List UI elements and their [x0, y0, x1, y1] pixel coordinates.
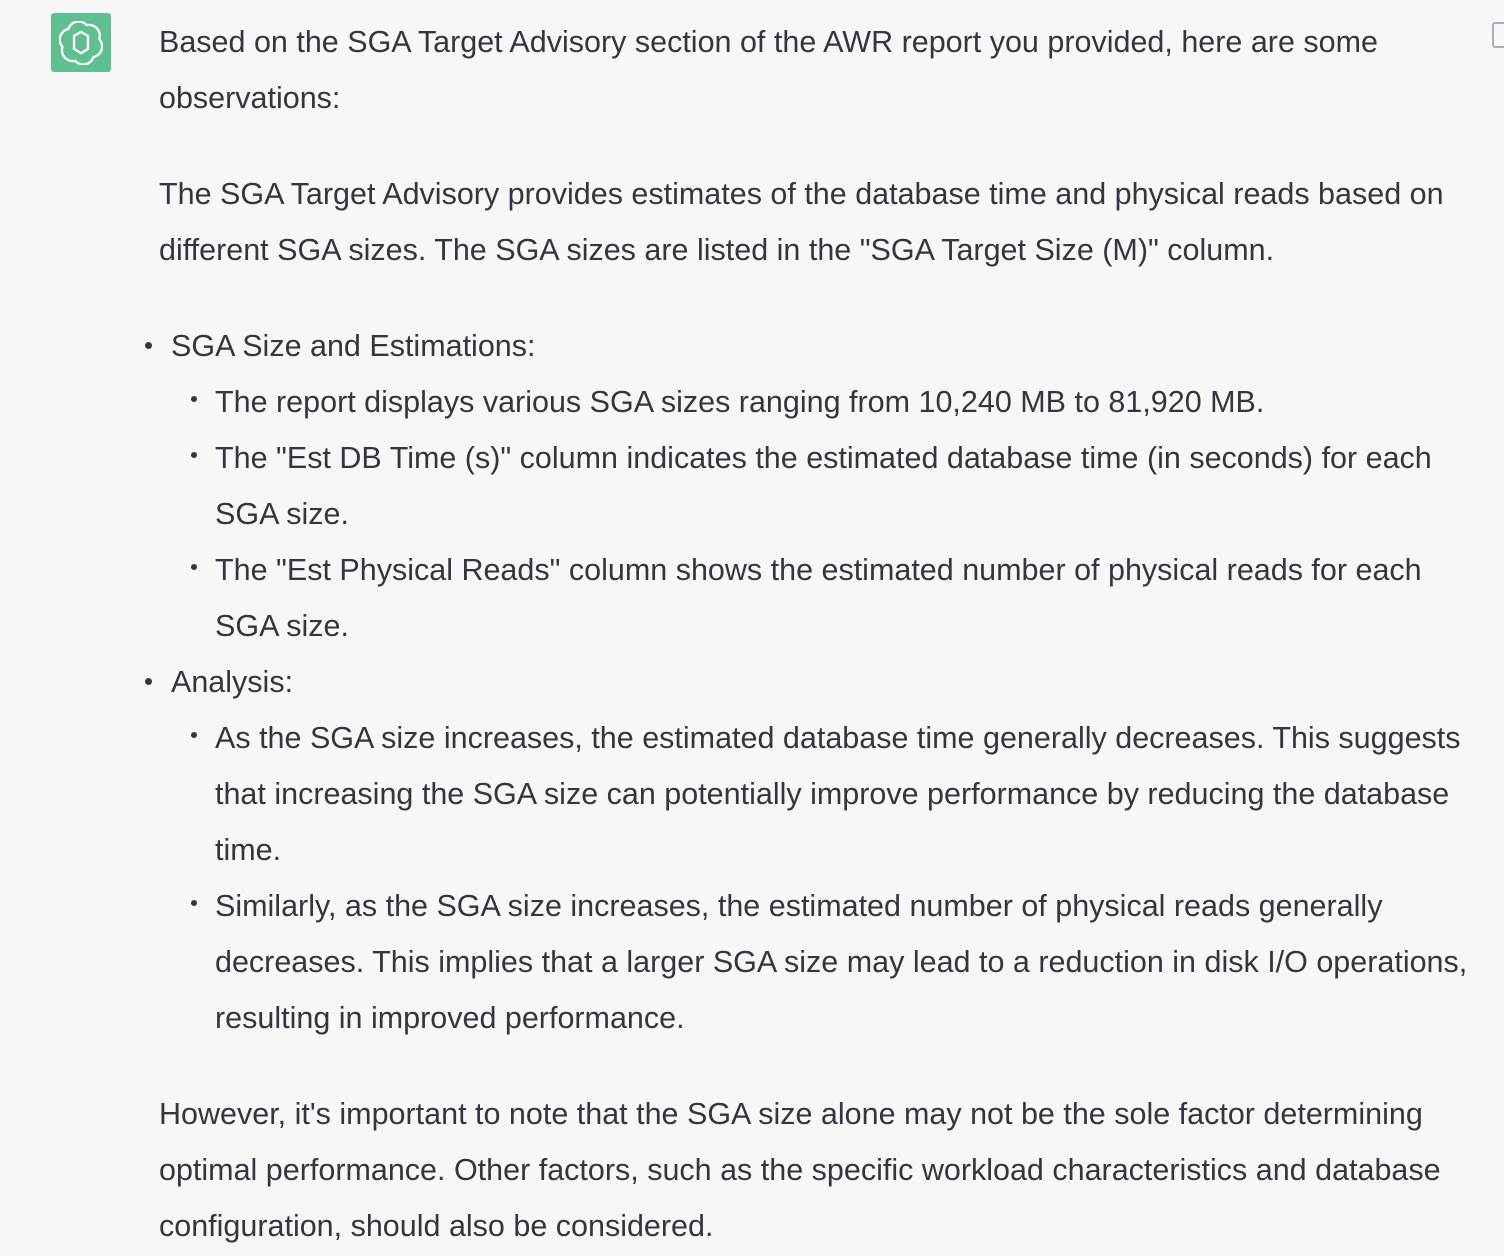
list-item [159, 318, 1479, 654]
list-item [159, 654, 1479, 1046]
list-item: The "Est DB Time (s)" column indicates the estimated database time (in seconds) for each SGA size. [215, 430, 1479, 542]
message-paragraph: The SGA Target Advisory provides estimates of the database time and physical reads based on different SGA sizes. The SGA sizes are listed in the "SGA Target Size (M)" column. [159, 177, 1444, 267]
list-item-title: SGA Size and Estimations: [171, 329, 536, 363]
list-item-title: Analysis: [171, 665, 294, 699]
list-item: The report displays various SGA sizes ranging from 10,240 MB to 81,920 MB. [215, 374, 1479, 430]
nested-bullet-list [215, 710, 1479, 1046]
bullet-list [159, 318, 1479, 1046]
message-intro: Based on the SGA Target Advisory section of the AWR report you provided, here are some observations: [159, 25, 1378, 115]
openai-logo-icon [59, 21, 103, 65]
assistant-avatar [51, 13, 111, 72]
list-item: The "Est Physical Reads" column shows the estimated number of physical reads for each SGA size. [215, 542, 1479, 654]
list-item: As the SGA size increases, the estimated database time generally decreases. This suggests that increasing the SGA size can potentially improve performance by reducing the database time. [215, 710, 1479, 878]
copy-icon[interactable] [1492, 22, 1504, 48]
nested-bullet-list [215, 374, 1479, 654]
message-conclusion: However, it's important to note that the SGA size alone may not be the sole factor determining optimal performance. Other factors, such as the specific workload characteristics and database configuration, should also be considered. [159, 1097, 1441, 1243]
list-item: Similarly, as the SGA size increases, the estimated number of physical reads generally decreases. This implies that a larger SGA size may lead to a reduction in disk I/O operations, resulting in improved performance. [215, 878, 1479, 1046]
assistant-message [159, 14, 1479, 1254]
